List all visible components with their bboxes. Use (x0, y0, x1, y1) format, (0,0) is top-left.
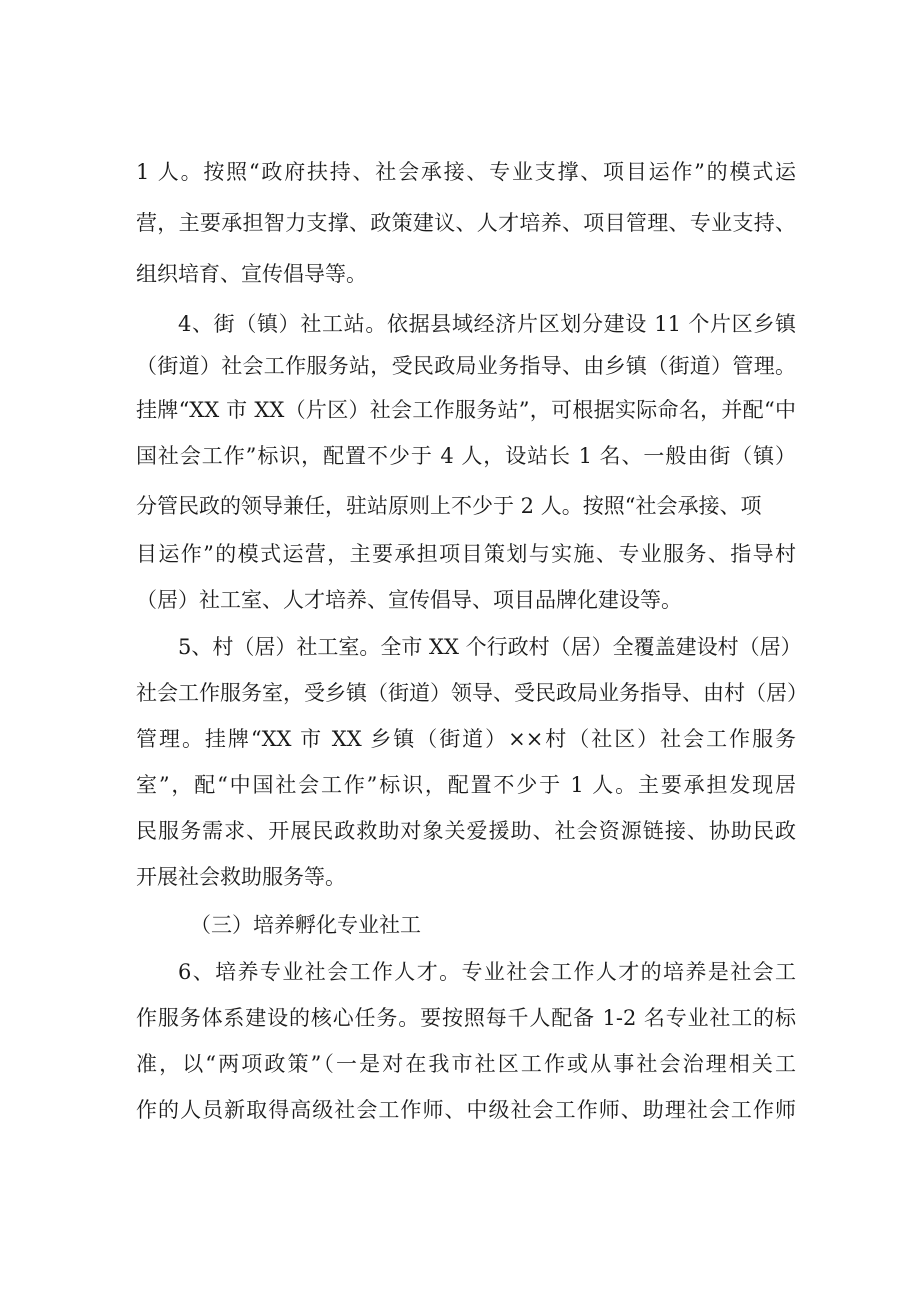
text-line: 1 人。按照“政府扶持、社会承接、专业支撑、项目运作”的模式运 (136, 160, 796, 184)
text-line: 准，以“两项政策”（一是对在我市社区工作或从事社会治理相关工 (136, 1052, 796, 1076)
text-line: （居）社工室、人才培养、宣传倡导、项目品牌化建设等。 (136, 588, 682, 612)
text-line: 5、村（居）社工室。全市 XX 个行政村（居）全覆盖建设村（居） (178, 635, 802, 659)
text-line: 挂牌“XX 市 XX（片区）社会工作服务站”，可根据实际命名，并配“中 (136, 398, 796, 422)
text-line: 民服务需求、开展民政救助对象关爱援助、社会资源链接、协助民政 (136, 819, 796, 843)
text-line: 室”，配“中国社会工作”标识，配置不少于 1 人。主要承担发现居 (136, 773, 796, 797)
text-line: 分管民政的领导兼任，驻站原则上不少于 2 人。按照“社会承接、项 (136, 494, 762, 518)
text-line: 国社会工作”标识，配置不少于 4 人，设站长 1 名、一般由街（镇） (136, 444, 796, 468)
text-line: 4、街（镇）社工站。依据县域经济片区划分建设 11 个片区乡镇 (178, 312, 796, 336)
text-line: （街道）社会工作服务站，受民政局业务指导、由乡镇（街道）管理。 (136, 354, 796, 378)
text-line: 社会工作服务室，受乡镇（街道）领导、受民政局业务指导、由村（居） (136, 681, 808, 705)
text-line: 组织培育、宣传倡导等。 (136, 262, 367, 286)
text-line: 作服务体系建设的核心任务。要按照每千人配备 1-2 名专业社工的标 (136, 1006, 796, 1030)
text-line: 开展社会救助服务等。 (136, 865, 346, 889)
text-line: 营，主要承担智力支撑、政策建议、人才培养、项目管理、专业支持、 (136, 211, 796, 235)
text-line: 6、培养专业社会工作人才。专业社会工作人才的培养是社会工 (178, 960, 796, 984)
text-line: 管理。挂牌“XX 市 XX 乡镇（街道）××村（社区）社会工作服务 (136, 727, 796, 751)
section-heading: （三）培养孵化专业社工 (190, 913, 421, 937)
text-line: 作的人员新取得高级社会工作师、中级社会工作师、助理社会工作师 (136, 1098, 796, 1122)
text-line: 目运作”的模式运营，主要承担项目策划与实施、专业服务、指导村 (136, 542, 796, 566)
